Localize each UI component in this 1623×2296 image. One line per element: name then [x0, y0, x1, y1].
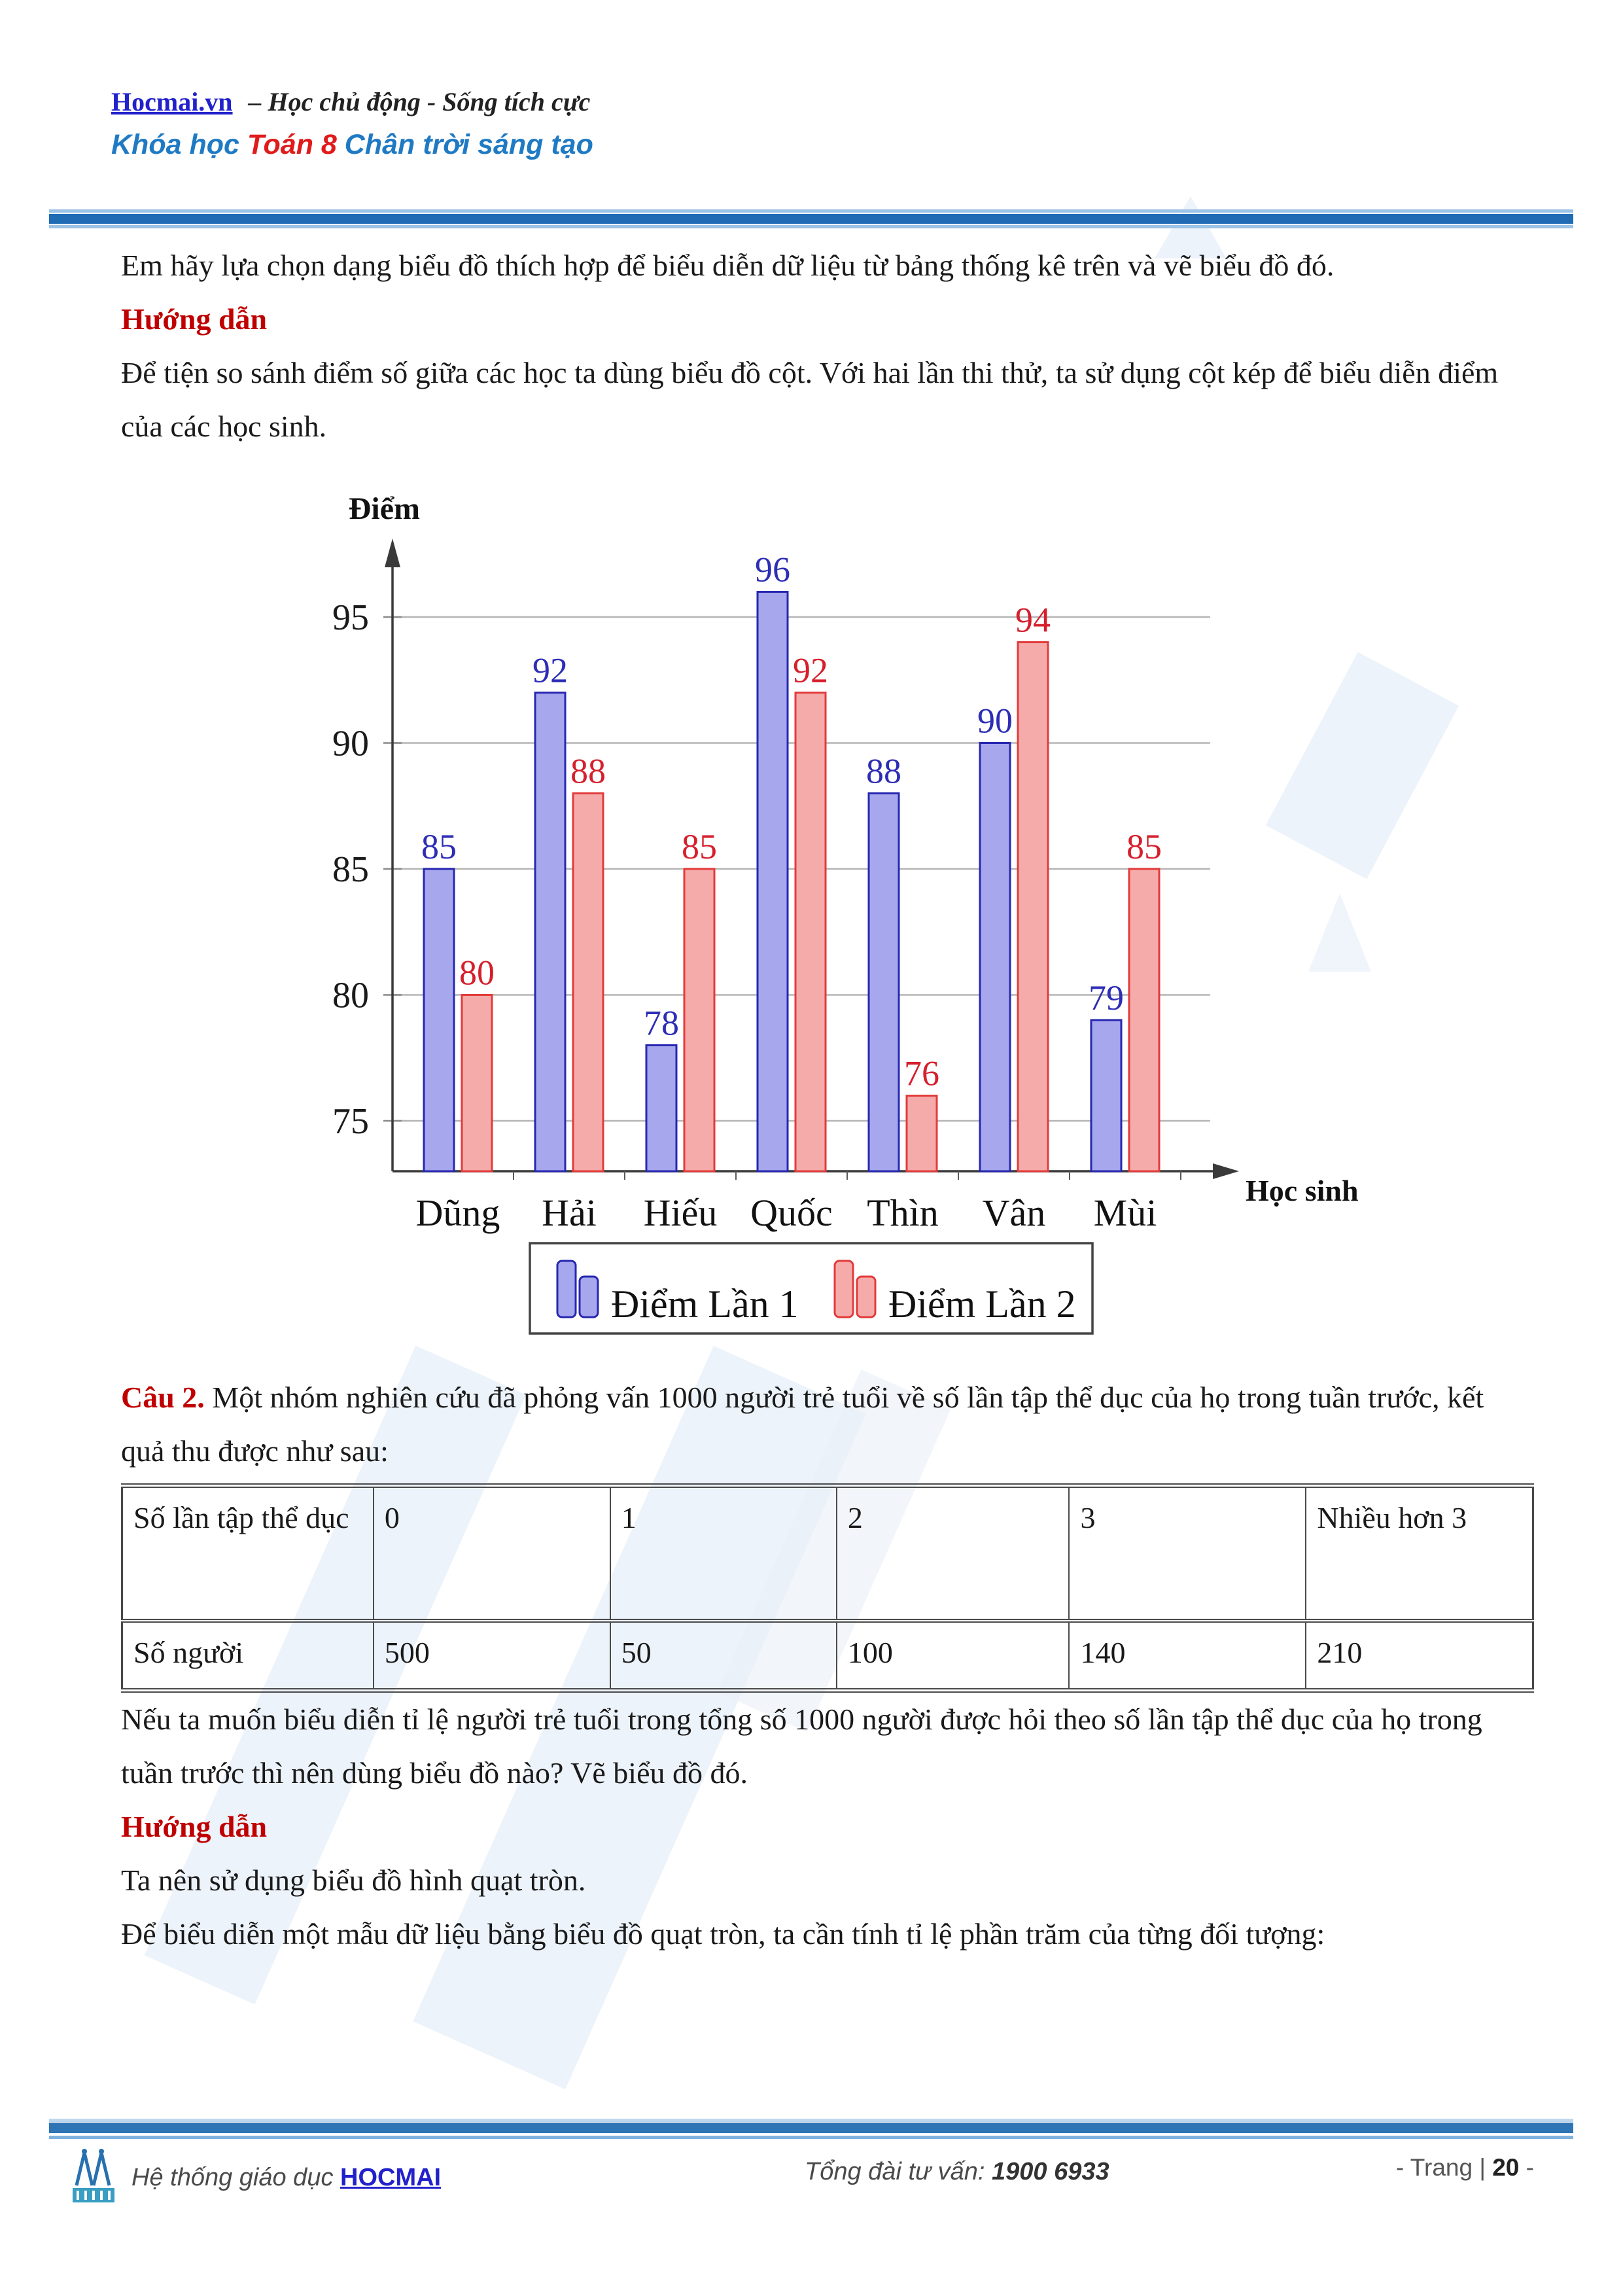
- bar: [1091, 1020, 1121, 1171]
- y-tick-label: 85: [332, 849, 369, 890]
- bar: [684, 869, 714, 1171]
- bar: [758, 592, 788, 1172]
- table-cell: 210: [1306, 1621, 1533, 1691]
- bar-value-label: 78: [644, 1003, 679, 1043]
- page-header: [111, 84, 1538, 165]
- bar-value-label: 79: [1089, 978, 1124, 1017]
- y-tick-label: 95: [332, 597, 369, 638]
- question-2: [121, 1371, 1534, 1478]
- bar-value-label: 90: [977, 701, 1013, 741]
- page-footer: [49, 2147, 1573, 2206]
- bar: [795, 693, 826, 1172]
- footer-hotline: [805, 2158, 1109, 2186]
- paragraph-guide-1: Để tiện so sánh điểm số giữa các học ta dùng biểu đồ cột. Với hai lần thi thử, ta sử dụng cột kép để biểu diễn điểm của các học sinh.: [121, 356, 1499, 443]
- table-cell: Nhiều hơn 3: [1306, 1486, 1533, 1621]
- hocmai-logo-icon: [69, 2147, 120, 2208]
- y-axis-title: Điểm: [348, 491, 420, 526]
- course-title: [111, 124, 1538, 165]
- footer-org: [131, 2164, 441, 2192]
- paragraph-after-table: Nếu ta muốn biểu diễn tỉ lệ người trẻ tuổi trong tổng số 1000 người được hỏi theo số lần tập thể dục của họ trong tuần trước thì nên dùng biểu đồ nào? Vẽ biểu đồ đó.: [121, 1703, 1482, 1790]
- hotline-number: 1900 6933: [992, 2158, 1109, 2185]
- bar: [1018, 643, 1048, 1172]
- bar: [424, 869, 454, 1171]
- bar: [980, 743, 1010, 1172]
- y-tick-label: 80: [332, 975, 369, 1016]
- footer-page-number: [1396, 2154, 1534, 2181]
- table-cell: 50: [610, 1621, 837, 1691]
- bar-value-label: 88: [866, 751, 901, 791]
- category-label: Dũng: [415, 1192, 500, 1234]
- paragraph-intro: Em hãy lựa chọn dạng biểu đồ thích hợp để biểu diễn dữ liệu từ bảng thống kê trên và vẽ biểu đồ đó.: [121, 249, 1335, 282]
- table-cell: 0: [374, 1486, 610, 1621]
- bar-value-label: 94: [1015, 600, 1051, 640]
- table-cell: 500: [374, 1621, 610, 1691]
- legend-label: Điểm Lần 1: [611, 1282, 799, 1326]
- bar-value-label: 85: [682, 827, 717, 866]
- page-prefix: - Trang |: [1395, 2154, 1493, 2181]
- y-axis-arrow-icon: [385, 539, 400, 567]
- hotline-label: Tổng đài tư vấn:: [805, 2158, 992, 2185]
- guide-heading-1: Hướng dẫn: [121, 302, 268, 336]
- bar-value-label: 85: [1126, 827, 1162, 866]
- table-cell: 3: [1069, 1486, 1306, 1621]
- table-cell: 100: [837, 1621, 1070, 1691]
- table-row: [122, 1486, 1533, 1621]
- bar: [869, 794, 899, 1172]
- main-content: [121, 239, 1534, 1961]
- legend-marker-icon: [580, 1277, 598, 1317]
- footer-left: [69, 2147, 441, 2208]
- bar-value-label: 96: [755, 550, 790, 590]
- table-row: [122, 1621, 1533, 1691]
- x-axis-arrow-icon: [1213, 1163, 1239, 1179]
- category-label: Thìn: [867, 1192, 939, 1234]
- table-cell: Số lần tập thể dục: [122, 1486, 374, 1621]
- guide-heading-2: Hướng dẫn: [121, 1810, 268, 1843]
- bar: [573, 794, 603, 1172]
- exercise-table: [121, 1483, 1534, 1693]
- page-suffix: -: [1519, 2154, 1534, 2181]
- bar: [535, 693, 565, 1172]
- bar-chart: [275, 461, 1534, 1345]
- category-label: Mùi: [1093, 1192, 1157, 1234]
- table-cell: 140: [1069, 1621, 1306, 1691]
- category-label: Quốc: [750, 1192, 833, 1234]
- bar: [907, 1096, 937, 1172]
- bar-value-label: 80: [459, 953, 495, 993]
- question-2-text: Một nhóm nghiên cứu đã phỏng vấn 1000 người trẻ tuổi về số lần tập thể dục của họ trong tuần trước, kết quả thu được như sau:: [121, 1381, 1484, 1468]
- footer-divider: [49, 2119, 1573, 2139]
- course-prefix: Khóa học: [111, 129, 247, 160]
- table-cell: 2: [837, 1486, 1070, 1621]
- bar: [1129, 869, 1159, 1171]
- category-label: Hải: [542, 1192, 597, 1234]
- legend-marker-icon: [557, 1261, 576, 1317]
- bar-value-label: 88: [570, 751, 606, 791]
- footer-org-link[interactable]: HOCMAI: [340, 2163, 442, 2191]
- bar: [462, 995, 492, 1172]
- y-tick-label: 90: [332, 723, 369, 764]
- bar-chart-svg: [275, 461, 1400, 1345]
- bar-value-label: 92: [532, 650, 568, 690]
- bar-value-label: 92: [793, 650, 828, 690]
- course-suffix: Chân trời sáng tạo: [344, 129, 593, 160]
- hocmai-link[interactable]: Hocmai.vn: [111, 87, 233, 116]
- table-cell: Số người: [122, 1621, 374, 1691]
- paragraph-guide-2b: Để biểu diễn một mẫu dữ liệu bằng biểu đồ quạt tròn, ta cần tính tỉ lệ phần trăm của từng đối tượng:: [121, 1917, 1325, 1951]
- header-tagline: – Học chủ động - Sống tích cực: [248, 87, 591, 116]
- legend-label: Điểm Lần 2: [888, 1282, 1076, 1326]
- question-2-label: Câu 2.: [121, 1381, 205, 1414]
- y-tick-label: 75: [332, 1101, 369, 1142]
- page-number: 20: [1492, 2154, 1520, 2181]
- footer-org-prefix: Hệ thống giáo dục: [131, 2163, 341, 2191]
- legend-marker-icon: [835, 1261, 853, 1317]
- category-label: Hiếu: [643, 1192, 718, 1234]
- bar: [646, 1046, 676, 1172]
- legend-marker-icon: [857, 1277, 875, 1317]
- bar-value-label: 76: [904, 1053, 939, 1093]
- course-highlight: Toán 8: [247, 129, 337, 160]
- table-cell: 1: [610, 1486, 837, 1621]
- bar-value-label: 85: [421, 827, 457, 866]
- x-axis-title: Học sinh: [1246, 1174, 1359, 1207]
- header-line1: [111, 84, 1538, 120]
- paragraph-guide-2a: Ta nên sử dụng biểu đồ hình quạt tròn.: [121, 1863, 586, 1897]
- category-label: Vân: [982, 1192, 1046, 1234]
- header-divider: [49, 209, 1573, 228]
